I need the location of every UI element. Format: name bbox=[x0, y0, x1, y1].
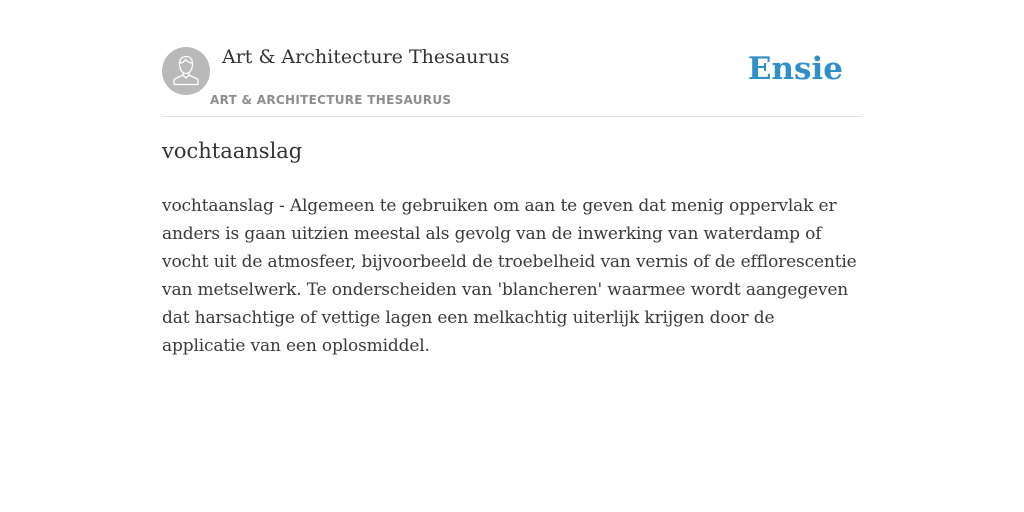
user-silhouette-icon bbox=[162, 47, 210, 95]
definition-text: vochtaanslag - Algemeen te gebruiken om aan te geven dat menig oppervlak er anders is gaan uitzien meestal als gevolg van de inwerking van waterdamp of vocht uit de atmosfeer, bijvoorbeeld de troebelheid van vernis of de efflorescentie van metselwerk. Te onderscheiden van 'blancheren' waarmee wordt aangegeven dat harsachtige of vettige lagen een melkachtig uiterlijk krijgen door de applicatie van een oplosmiddel. bbox=[162, 196, 857, 356]
term-title: vochtaanslag bbox=[162, 139, 303, 163]
source-header bbox=[162, 47, 862, 117]
avatar[interactable] bbox=[162, 47, 210, 95]
source-title-link[interactable]: Art & Architecture Thesaurus bbox=[222, 46, 510, 68]
source-subtitle: ART & ARCHITECTURE THESAURUS bbox=[210, 93, 452, 107]
brand-logo[interactable]: Ensie bbox=[747, 51, 843, 87]
